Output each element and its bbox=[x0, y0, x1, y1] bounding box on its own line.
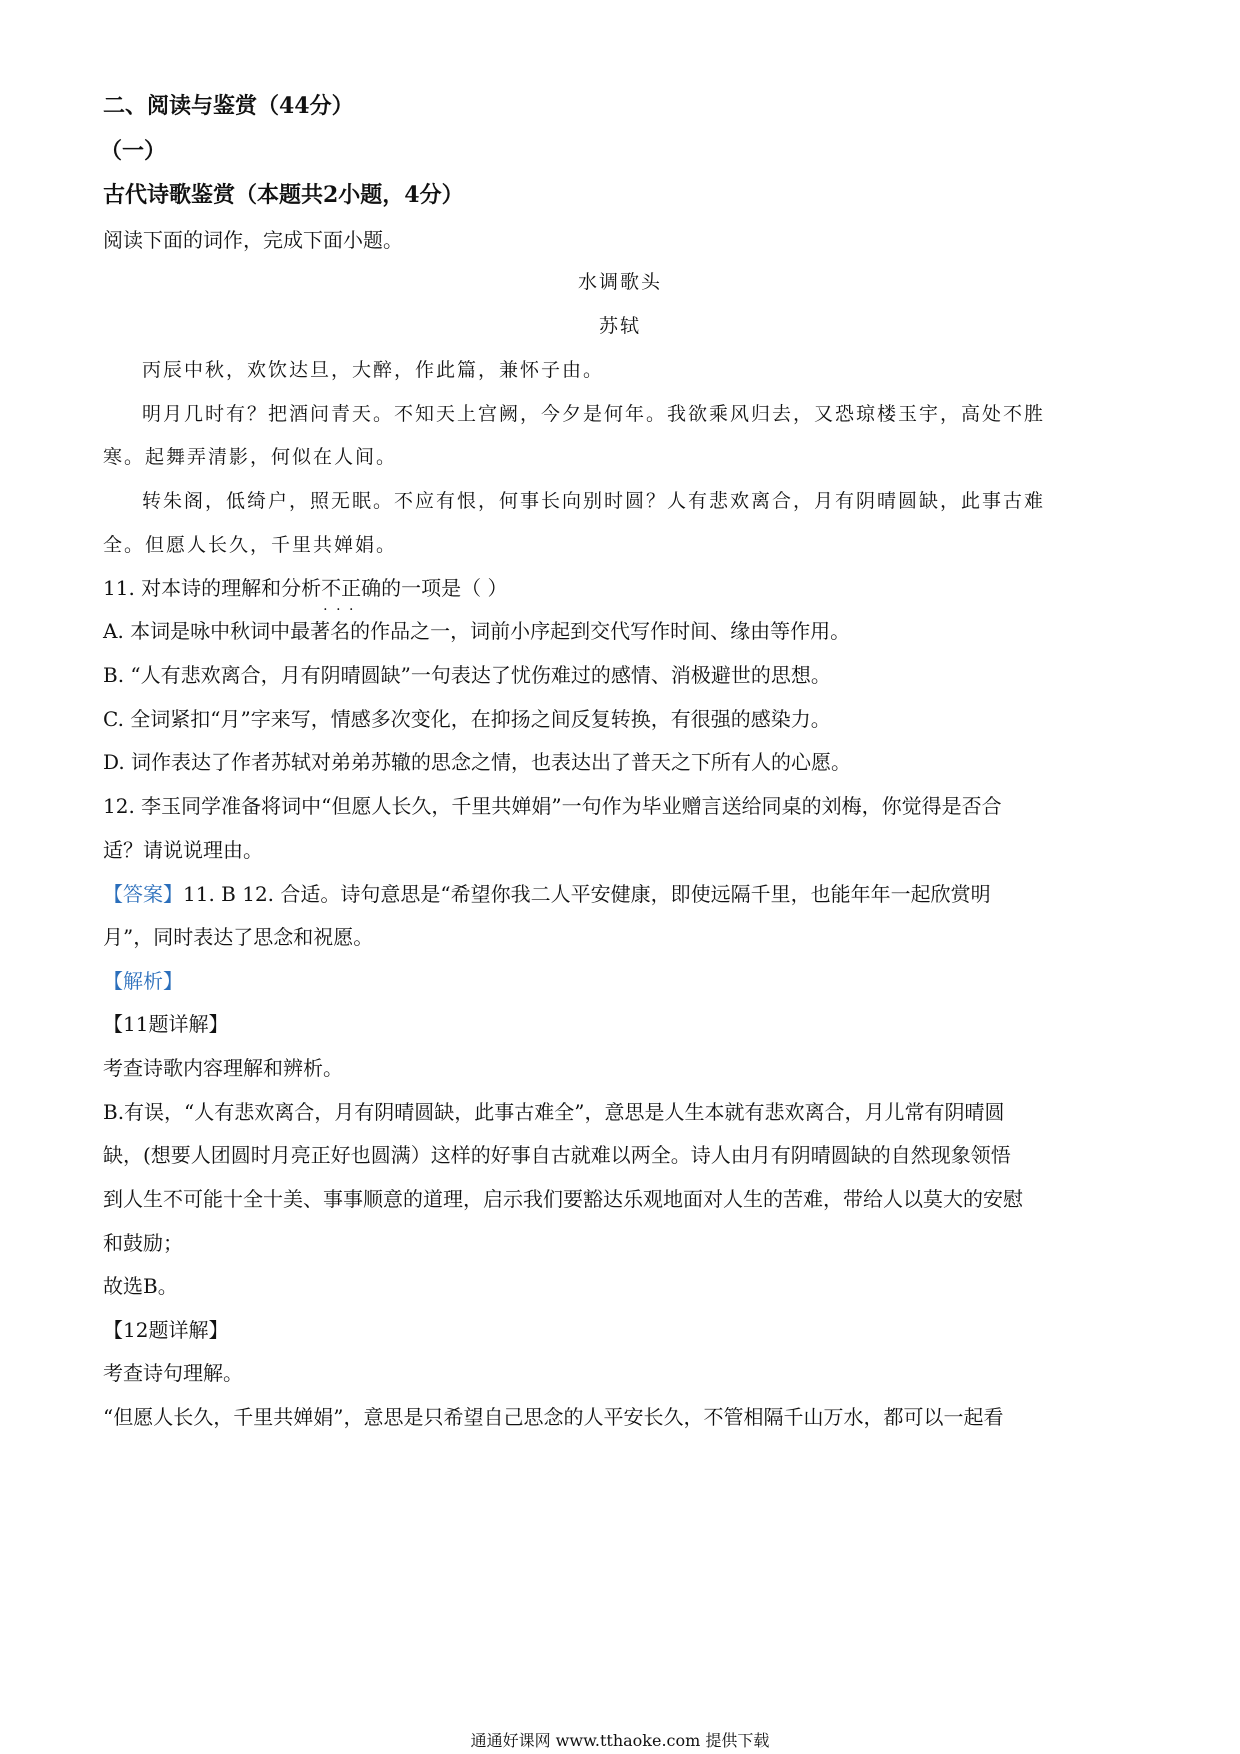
footer-source: 通通好课网 www.tthaoke.com 提供下载 bbox=[470, 1731, 770, 1750]
answer-line1 bbox=[103, 880, 991, 908]
answer-line2: 月”，同时表达了思念和祝愿。 bbox=[103, 925, 374, 949]
question-11 bbox=[103, 574, 508, 602]
answer-text: 11. B 12. 合适。诗句意思是“希望你我二人平安健康，即使远隔千里，也能年年一起欣赏明 bbox=[183, 882, 991, 906]
option-b: B. “人有悲欢离合，月有阴晴圆缺”一句表达了忧伤难过的感情、消极避世的思想。 bbox=[103, 663, 831, 687]
detail-11-heading: 【11题详解】 bbox=[103, 1012, 229, 1036]
question-12-line2: 适？请说说理由。 bbox=[103, 838, 263, 862]
detail-11-line3: 到人生不可能十全十美、事事顺意的道理，启示我们要豁达乐观地面对人生的苦难，带给人以莫大的安慰 bbox=[103, 1187, 1023, 1211]
question-12-line1: 12. 李玉同学准备将词中“但愿人长久，千里共婵娟”一句作为毕业赠言送给同桌的刘梅，你觉得是否合 bbox=[103, 794, 1002, 818]
detail-11-line2: 缺，(想要人团圆时月亮正好也圆满）这样的好事自古就难以两全。诗人由月有阴晴圆缺的自然现象领悟 bbox=[103, 1143, 1011, 1167]
option-c: C. 全词紧扣“月”字来写，情感多次变化，在抑扬之间反复转换，有很强的感染力。 bbox=[103, 707, 831, 731]
option-a: A. 本词是咏中秋词中最著名的作品之一，词前小序起到交代写作时间、缘由等作用。 bbox=[103, 619, 851, 643]
poem-stanza2-line1: 转朱阁，低绮户，照无眠。不应有恨，何事长向别时圆？人有悲欢离合，月有阴晴圆缺，此事古难 bbox=[142, 490, 1046, 512]
poem-author: 苏轼 bbox=[598, 315, 641, 337]
poem-stanza1-line1: 明月几时有？把酒问青天。不知天上宫阙，今夕是何年。我欲乘风归去，又恐琼楼玉宇，高处不胜 bbox=[142, 403, 1046, 425]
option-d: D. 词作表达了作者苏轼对弟弟苏辙的思念之情，也表达出了普天之下所有人的心愿。 bbox=[103, 750, 852, 774]
poem-stanza2-line2: 全。但愿人长久，千里共婵娟。 bbox=[103, 534, 398, 556]
poem-stanza1-line2: 寒。起舞弄清影，何似在人间。 bbox=[103, 446, 398, 468]
detail-11-intro: 考查诗歌内容理解和辨析。 bbox=[103, 1056, 343, 1080]
section-title: 二、阅读与鉴赏（44分） bbox=[103, 93, 354, 119]
analysis-tag: 【解析】 bbox=[103, 969, 183, 993]
detail-11-line1: B.有误，“人有悲欢离合，月有阴晴圆缺，此事古难全”，意思是人生本就有悲欢离合，月儿常有阴晴圆 bbox=[103, 1100, 1005, 1124]
question-11-suffix: 的一项是（ ） bbox=[381, 576, 508, 600]
detail-11-conclusion: 故选B。 bbox=[103, 1274, 178, 1298]
subsection-title: 古代诗歌鉴赏（本题共2小题，4分） bbox=[103, 182, 464, 208]
detail-12-line1: “但愿人长久，千里共婵娟”，意思是只希望自己思念的人平安长久，不管相隔千山万水，都可以一起看 bbox=[103, 1405, 1004, 1429]
question-11-prefix: 11. 对本诗的理解和分析 bbox=[103, 576, 322, 600]
detail-12-intro: 考查诗句理解。 bbox=[103, 1361, 243, 1385]
part-label: （一） bbox=[100, 138, 167, 164]
answer-tag: 【答案】 bbox=[103, 882, 183, 906]
detail-11-line4: 和鼓励； bbox=[103, 1231, 183, 1255]
question-11-emphasis: 不正确 · · · bbox=[321, 576, 381, 600]
poem-title: 水调歌头 bbox=[577, 271, 662, 293]
instruction-text: 阅读下面的词作，完成下面小题。 bbox=[103, 228, 403, 252]
detail-12-heading: 【12题详解】 bbox=[103, 1318, 229, 1342]
poem-preface: 丙辰中秋，欢饮达旦，大醉，作此篇，兼怀子由。 bbox=[142, 359, 605, 381]
